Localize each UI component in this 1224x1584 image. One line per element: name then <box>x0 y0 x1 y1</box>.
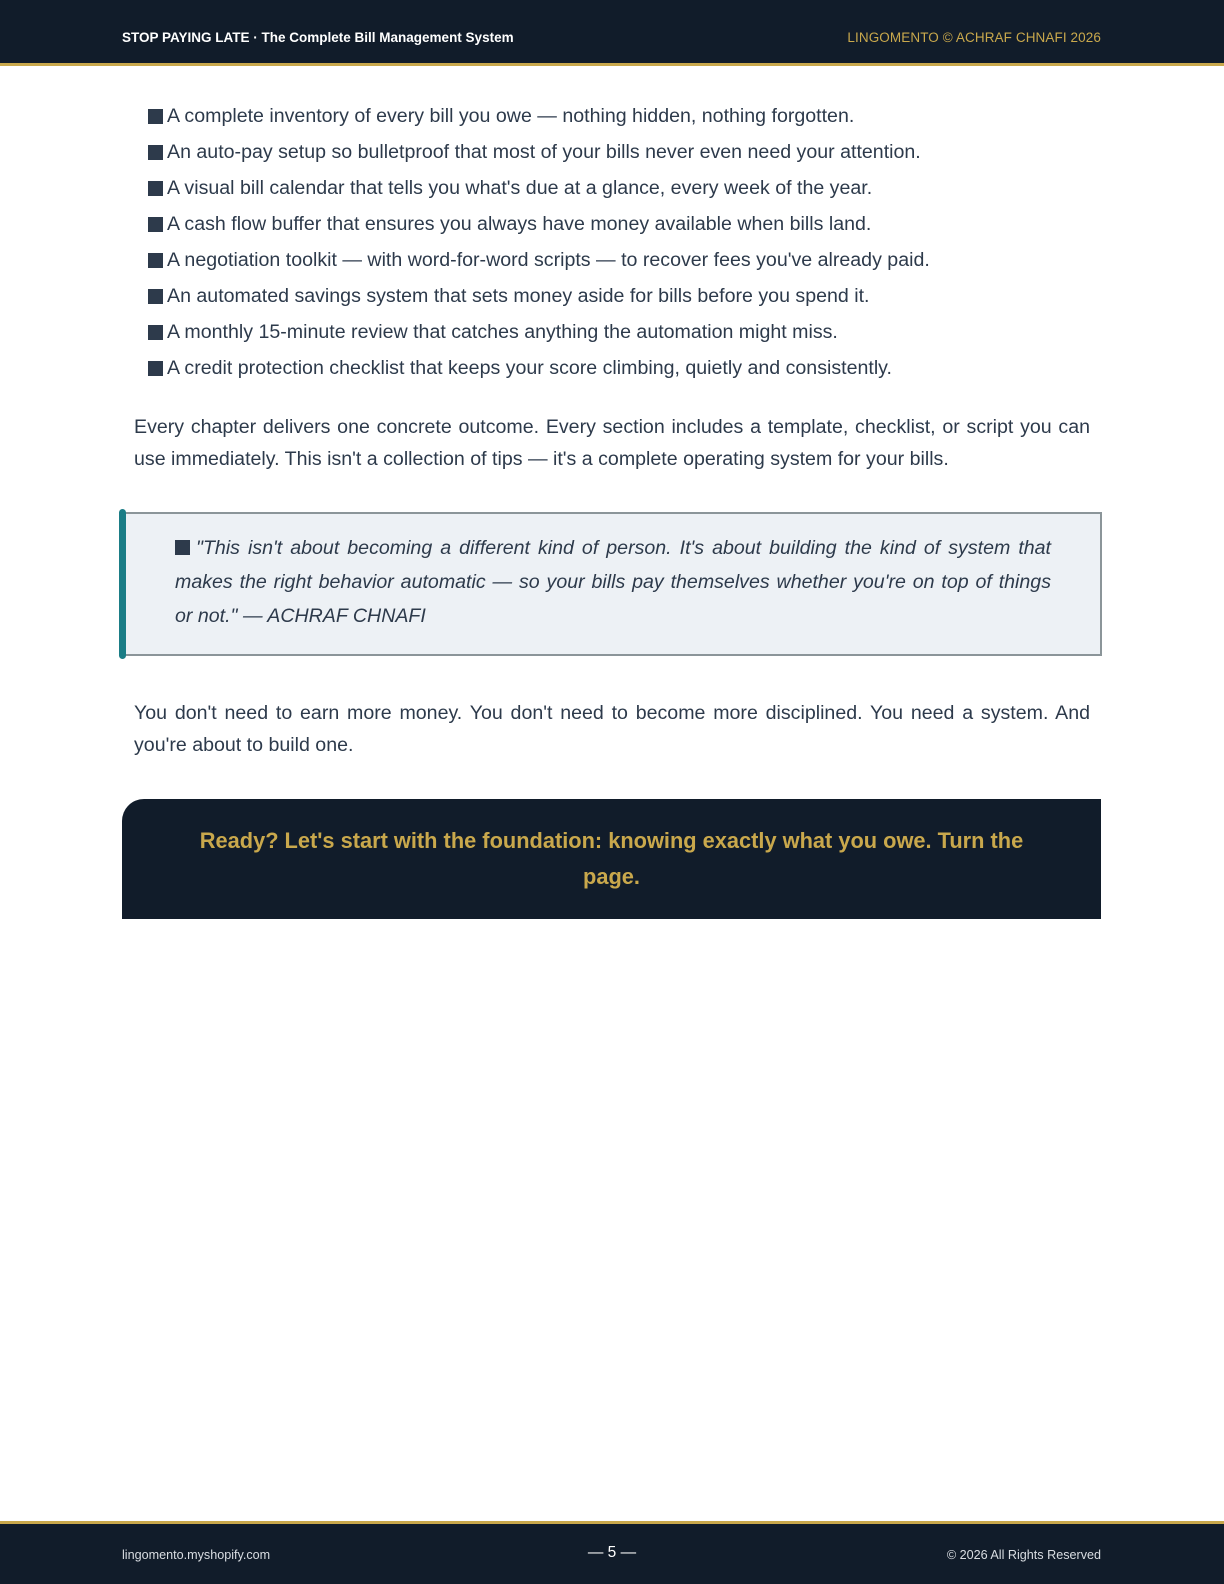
list-item-text: An automated savings system that sets money aside for bills before you spend it. <box>167 285 870 307</box>
list-item <box>148 248 1098 284</box>
pull-quote <box>175 531 1051 633</box>
call-to-action-text: Ready? Let's start with the foundation: knowing exactly what you owe. Turn the page. <box>199 828 1024 889</box>
square-bullet-icon <box>148 361 163 376</box>
list-item <box>148 320 1098 356</box>
page-number: — 5 — <box>587 1544 637 1561</box>
list-item <box>148 284 1098 320</box>
square-bullet-icon <box>148 109 163 124</box>
square-bullet-icon <box>148 145 163 160</box>
list-item <box>148 212 1098 248</box>
square-bullet-icon <box>175 540 190 555</box>
page-footer <box>0 1521 1224 1584</box>
chapter-outcome-paragraph: Every chapter delivers one concrete outcome. Every section includes a template, checklist, or script you can use immediately. This isn't a collection of tips — it's a complete operating system for your bills. <box>134 416 1090 470</box>
list-item <box>148 104 1098 140</box>
list-item-text: A complete inventory of every bill you owe — nothing hidden, nothing forgotten. <box>167 105 855 127</box>
quote-accent-bar <box>119 509 126 659</box>
system-paragraph: You don't need to earn more money. You don't need to become more disciplined. You need a system. And you're about to build one. <box>134 702 1090 756</box>
list-item <box>148 356 1098 392</box>
list-item-text: An auto-pay setup so bulletproof that most of your bills never even need your attention. <box>167 141 921 163</box>
header-title: STOP PAYING LATE · The Complete Bill Management System <box>122 30 514 45</box>
list-item <box>148 140 1098 176</box>
page-header <box>0 0 1224 66</box>
square-bullet-icon <box>148 217 163 232</box>
square-bullet-icon <box>148 325 163 340</box>
list-item-text: A negotiation toolkit — with word-for-word scripts — to recover fees you've already paid. <box>167 249 930 271</box>
list-item-text: A visual bill calendar that tells you what's due at a glance, every week of the year. <box>167 177 873 199</box>
quote-text: "This isn't about becoming a different kind of person. It's about building the kind of system that makes the right behavior automatic — so your bills pay themselves whether you're on top of things or not." — ACHRAF CHNAFI <box>175 537 1051 627</box>
square-bullet-icon <box>148 289 163 304</box>
square-bullet-icon <box>148 253 163 268</box>
outcome-list <box>148 104 1098 392</box>
list-item-text: A monthly 15-minute review that catches anything the automation might miss. <box>167 321 838 343</box>
footer-copyright: © 2026 All Rights Reserved <box>946 1548 1101 1562</box>
list-item <box>148 176 1098 212</box>
list-item-text: A credit protection checklist that keeps your score climbing, quietly and consistently. <box>167 357 892 379</box>
list-item-text: A cash flow buffer that ensures you always have money available when bills land. <box>167 213 872 235</box>
call-to-action-banner <box>122 799 1101 919</box>
square-bullet-icon <box>148 181 163 196</box>
header-brand: LINGOMENTO © ACHRAF CHNAFI 2026 <box>847 30 1101 45</box>
footer-website: lingomento.myshopify.com <box>122 1548 271 1562</box>
